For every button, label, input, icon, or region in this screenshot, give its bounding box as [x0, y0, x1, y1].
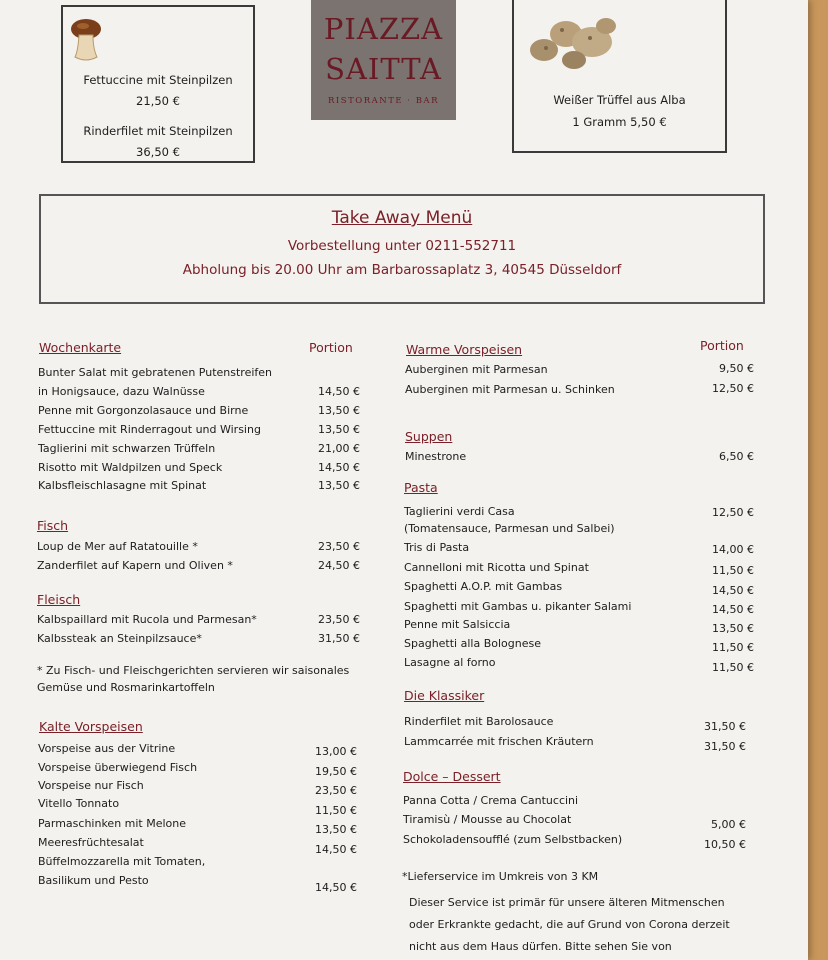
- delivery-note: *Lieferservice im Umkreis von 3 KM: [402, 870, 599, 883]
- steinpilz-special-box: [61, 5, 255, 163]
- item-price: 14,00 €: [712, 543, 754, 556]
- item-price: 14,50 €: [318, 461, 360, 474]
- restaurant-logo: [311, 0, 456, 120]
- list-item: Büffelmozzarella mit Tomaten,: [38, 855, 206, 868]
- delivery-note-3: oder Erkrankte gedacht, die auf Grund von Corona derzeit: [409, 918, 730, 931]
- list-item: Auberginen mit Parmesan u. Schinken: [405, 383, 615, 396]
- item-price: 13,50 €: [318, 479, 360, 492]
- list-item: Kalbssteak an Steinpilzsauce*: [37, 632, 202, 645]
- side-dish-note-2: Gemüse und Rosmarinkartoffeln: [37, 681, 215, 694]
- item-price: 23,50 €: [318, 613, 360, 626]
- logo-line-2: SAITTA: [325, 52, 442, 86]
- list-item: Vitello Tonnato: [38, 797, 120, 810]
- portion-label-left: Portion: [309, 340, 353, 355]
- side-dish-note: * Zu Fisch- und Fleischgerichten servieren wir saisonales: [37, 664, 350, 677]
- item-price: 11,50 €: [712, 641, 754, 654]
- truffle-icon: [522, 8, 622, 74]
- list-item: Taglierini mit schwarzen Trüffeln: [38, 442, 216, 455]
- item-price: 6,50 €: [719, 450, 754, 463]
- delivery-note-4: nicht aus dem Haus dürfen. Bitte sehen Sie von: [409, 940, 672, 953]
- item-price: 19,50 €: [315, 765, 357, 778]
- item-price: 14,50 €: [315, 843, 357, 856]
- item-price: 13,50 €: [318, 404, 360, 417]
- list-item: Vorspeise überwiegend Fisch: [38, 761, 198, 774]
- item-price: 14,50 €: [712, 603, 754, 616]
- truffle-line-1: Weißer Trüffel aus Alba: [553, 93, 686, 107]
- item-price: 23,50 €: [315, 784, 357, 797]
- takeaway-phone: Vorbestellung unter 0211-552711: [287, 238, 517, 254]
- list-item: Cannelloni mit Ricotta und Spinat: [404, 561, 589, 574]
- list-item: in Honigsauce, dazu Walnüsse: [38, 385, 205, 398]
- section-pasta: Pasta: [404, 480, 438, 495]
- list-item: Kalbsfleischlasagne mit Spinat: [38, 479, 207, 492]
- item-price: 31,50 €: [318, 632, 360, 645]
- list-item: Rinderfilet mit Barolosauce: [404, 715, 554, 728]
- list-item: Lammcarrée mit frischen Kräutern: [404, 735, 594, 748]
- list-item: Minestrone: [405, 450, 467, 463]
- special-line-2: Rinderfilet mit Steinpilzen: [83, 124, 233, 138]
- item-price: 13,50 €: [712, 622, 754, 635]
- list-item: Tiramisù / Mousse au Chocolat: [403, 813, 572, 826]
- item-price: 10,50 €: [704, 838, 746, 851]
- item-price: 31,50 €: [704, 740, 746, 753]
- list-item: Loup de Mer auf Ratatouille *: [37, 540, 198, 553]
- list-item: Schokoladensoufflé (zum Selbstbacken): [403, 833, 623, 846]
- list-item: Meeresfrüchtesalat: [38, 836, 144, 849]
- list-item: Panna Cotta / Crema Cantuccini: [403, 794, 579, 807]
- list-item: Basilikum und Pesto: [38, 874, 149, 887]
- list-item: Vorspeise nur Fisch: [38, 779, 144, 792]
- takeaway-pickup: Abholung bis 20.00 Uhr am Barbarossaplatz 3, 40545 Düsseldorf: [182, 262, 622, 278]
- delivery-note-2: Dieser Service ist primär für unsere älteren Mitmenschen: [409, 896, 725, 909]
- section-kalte-vorspeisen: Kalte Vorspeisen: [39, 719, 143, 734]
- list-item: Lasagne al forno: [404, 656, 496, 669]
- truffle-special-box: [512, 0, 727, 153]
- list-item: Fettuccine mit Rinderragout und Wirsing: [38, 423, 261, 436]
- portion-label-right: Portion: [700, 338, 744, 353]
- takeaway-box: [39, 194, 765, 304]
- list-item: Zanderfilet auf Kapern und Oliven *: [37, 559, 233, 572]
- item-price: 13,50 €: [315, 823, 357, 836]
- list-item: (Tomatensauce, Parmesan und Salbei): [404, 522, 615, 535]
- list-item: Spaghetti mit Gambas u. pikanter Salami: [404, 600, 632, 613]
- item-price: 14,50 €: [318, 385, 360, 398]
- item-price: 13,50 €: [318, 423, 360, 436]
- item-price: 5,00 €: [711, 818, 746, 831]
- list-item: Risotto mit Waldpilzen und Speck: [38, 461, 223, 474]
- list-item: Taglierini verdi Casa: [404, 505, 515, 518]
- section-wochenkarte: Wochenkarte: [39, 340, 122, 355]
- item-price: 23,50 €: [318, 540, 360, 553]
- item-price: 11,50 €: [712, 661, 754, 674]
- list-item: Penne mit Salsiccia: [404, 618, 511, 631]
- item-price: 9,50 €: [719, 362, 754, 375]
- truffle-line-2: 1 Gramm 5,50 €: [572, 115, 667, 129]
- list-item: Spaghetti alla Bolognese: [404, 637, 541, 650]
- item-price: 14,50 €: [315, 881, 357, 894]
- item-price: 14,50 €: [712, 584, 754, 597]
- list-item: Tris di Pasta: [404, 541, 470, 554]
- section-fisch: Fisch: [37, 518, 69, 533]
- list-item: Penne mit Gorgonzolasauce und Birne: [38, 404, 249, 417]
- section-suppen: Suppen: [405, 429, 453, 444]
- list-item: Kalbspaillard mit Rucola und Parmesan*: [37, 613, 257, 626]
- list-item: Parmaschinken mit Melone: [38, 817, 187, 830]
- item-price: 11,50 €: [315, 804, 357, 817]
- list-item: Vorspeise aus der Vitrine: [38, 742, 176, 755]
- item-price: 11,50 €: [712, 564, 754, 577]
- special-line-1: Fettuccine mit Steinpilzen: [83, 73, 233, 87]
- section-klassiker: Die Klassiker: [404, 688, 485, 703]
- takeaway-title: Take Away Menü: [331, 208, 473, 228]
- item-price: 12,50 €: [712, 382, 754, 395]
- list-item: Bunter Salat mit gebratenen Putenstreifen: [38, 366, 273, 379]
- section-fleisch: Fleisch: [37, 592, 81, 607]
- item-price: 31,50 €: [704, 720, 746, 733]
- list-item: Auberginen mit Parmesan: [405, 363, 548, 376]
- special-price-1: 21,50 €: [136, 94, 180, 108]
- special-price-2: 36,50 €: [136, 145, 180, 159]
- item-price: 21,00 €: [318, 442, 360, 455]
- logo-line-3: RISTORANTE · BAR: [328, 96, 439, 106]
- section-warme-vorspeisen: Warme Vorspeisen: [406, 342, 523, 357]
- list-item: Spaghetti A.O.P. mit Gambas: [404, 580, 563, 593]
- mushroom-icon: [69, 17, 103, 63]
- logo-line-1: PIAZZA: [323, 12, 444, 46]
- section-dolce: Dolce – Dessert: [403, 769, 501, 784]
- item-price: 12,50 €: [712, 506, 754, 519]
- item-price: 13,00 €: [315, 745, 357, 758]
- item-price: 24,50 €: [318, 559, 360, 572]
